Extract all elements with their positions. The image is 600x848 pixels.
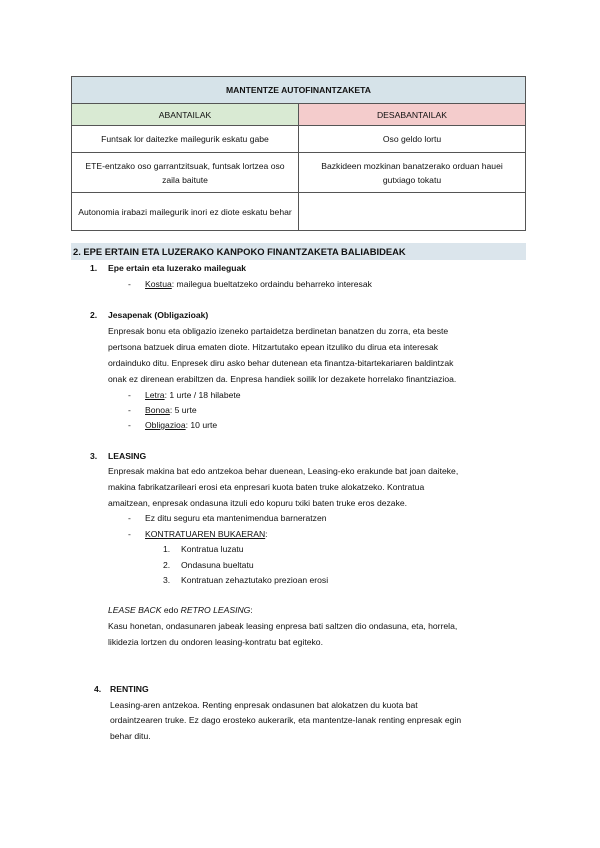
paragraph-line: Enpresak makina bat edo antzekoa behar duenean, Leasing-eko erakunde bat joan daiteke, bbox=[108, 466, 459, 476]
item-title: Jesapenak (Obligazioak) bbox=[108, 310, 209, 320]
sublist-number: 3. bbox=[163, 575, 171, 585]
bullet-text: Ez ditu seguru eta mantenimendua barneratzen bbox=[145, 513, 327, 523]
table-cell: Bazkideen mozkinan banatzerako orduan hauei gutxiago tokatu bbox=[299, 153, 526, 193]
paragraph-line: ordainduko ditu. Enpresek diru asko behar dutenean eta finantza-bitartekariaren baldintzak bbox=[108, 358, 454, 368]
bullet-text: KONTRATUAREN BUKAERAN: bbox=[145, 529, 268, 539]
sublist-number: 1. bbox=[163, 544, 171, 554]
paragraph-line: makina fabrikatzarileari erosi eta enpresari kuota baten truke alokatzeko. Kontratua bbox=[108, 482, 425, 492]
paragraph-line: ordaintzearen truke. Ez dago erosteko aukerarik, eta mantentze-lanak renting enpresak egin bbox=[110, 715, 462, 725]
table-cell: Funtsak lor daitezke mailegurik eskatu gabe bbox=[72, 126, 299, 153]
paragraph-line: onak ez direnean erabiltzen da. Enpresa handiek soilik lor dezakete horrelako finantziazioa. bbox=[108, 374, 457, 384]
bullet-text: Obligazioa: 10 urte bbox=[145, 420, 218, 430]
paragraph-line: pertsona batzuek dirua ematen diote. Hitzartutako epean itzuliko du dirua eta interesak bbox=[108, 342, 439, 352]
table-row bbox=[72, 126, 526, 153]
bullet-label: Letra bbox=[145, 390, 165, 400]
item-number: 3. bbox=[90, 451, 98, 461]
table-cell bbox=[299, 193, 526, 231]
bullet-text: Kostua: mailegua bueltatzeko ordaindu beharreko interesak bbox=[145, 279, 372, 289]
paragraph-line: amaitzean, enpresak ondasuna itzuli edo kopuru txiki baten truke eros dezake. bbox=[108, 498, 408, 508]
bullet-dash: - bbox=[128, 279, 131, 289]
paragraph-line: Enpresak bonu eta obligazio izeneko partaidetza berdinetan banatzen du zorra, eta beste bbox=[108, 326, 449, 336]
item-title: RENTING bbox=[110, 684, 149, 694]
lease-back-heading: LEASE BACK edo RETRO LEASING: bbox=[108, 605, 253, 615]
bullet-label: Obligazioa bbox=[145, 420, 186, 430]
bullet-dash: - bbox=[128, 405, 131, 415]
table-row bbox=[72, 193, 526, 231]
item-title: LEASING bbox=[108, 451, 147, 461]
column-header-advantages: ABANTAILAK bbox=[72, 104, 299, 126]
bullet-dash: - bbox=[128, 513, 131, 523]
bullet-dash: - bbox=[128, 529, 131, 539]
paragraph-line: likidezia lortzen du ondoren leasing-kontratu bat egiteko. bbox=[108, 637, 323, 647]
sublist-text: Ondasuna bueltatu bbox=[181, 560, 254, 570]
sublist-number: 2. bbox=[163, 560, 171, 570]
item-number: 2. bbox=[90, 310, 98, 320]
bullet-text: Bonoa: 5 urte bbox=[145, 405, 197, 415]
table-cell: Oso geldo lortu bbox=[299, 126, 526, 153]
bullet-label: Bonoa bbox=[145, 405, 170, 415]
item-number: 4. bbox=[94, 684, 102, 694]
paragraph-line: Kasu honetan, ondasunaren jabeak leasing enpresa bati saltzen dio ondasuna, eta, horrela, bbox=[108, 621, 458, 631]
item-number: 1. bbox=[90, 263, 98, 273]
bullet-text: Letra: 1 urte / 18 hilabete bbox=[145, 390, 241, 400]
bullet-label: KONTRATUAREN BUKAERAN bbox=[145, 529, 266, 539]
table-row bbox=[72, 153, 526, 193]
sublist-text: Kontratuan zehaztutako prezioan erosi bbox=[181, 575, 329, 585]
section-heading: 2. EPE ERTAIN ETA LUZERAKO KANPOKO FINANTZAKETA BALIABIDEAK bbox=[73, 246, 406, 257]
paragraph-line: behar ditu. bbox=[110, 731, 151, 741]
bullet-label: Kostua bbox=[145, 279, 172, 289]
column-header-disadvantages: DESABANTAILAK bbox=[299, 104, 526, 126]
table-title: MANTENTZE AUTOFINANTZAKETA bbox=[72, 77, 526, 104]
self-financing-table bbox=[71, 76, 526, 231]
bullet-dash: - bbox=[128, 420, 131, 430]
table-cell: Autonomia irabazi mailegurik inori ez diote eskatu behar bbox=[72, 193, 299, 231]
paragraph-line: Leasing-aren antzekoa. Renting enpresak ondasunen bat alokatzen du kuota bat bbox=[110, 700, 418, 710]
bullet-dash: - bbox=[128, 390, 131, 400]
sublist-text: Kontratua luzatu bbox=[181, 544, 244, 554]
table-cell: ETE-entzako oso garrantzitsuak, funtsak lortzea oso zaila baitute bbox=[72, 153, 299, 193]
item-title: Epe ertain eta luzerako maileguak bbox=[108, 263, 247, 273]
